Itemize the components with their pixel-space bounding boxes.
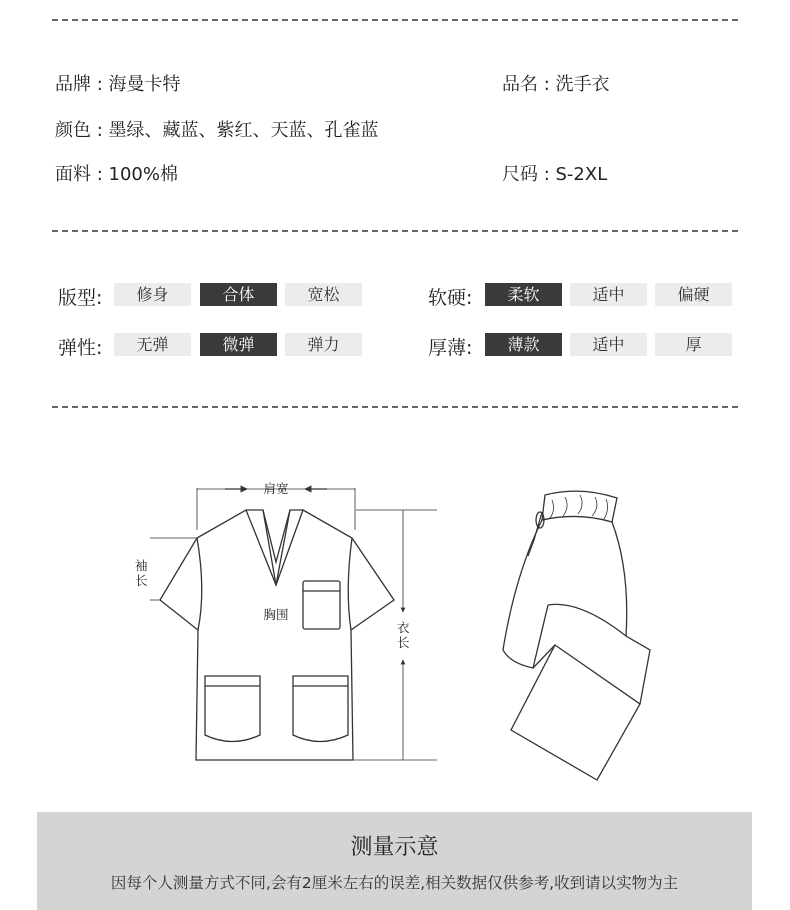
attr-elasticity-option-stretch: 弹力 — [285, 333, 362, 356]
attr-softness-label: 软硬: — [428, 287, 473, 309]
colors-info: 颜色 : 墨绿、藏蓝、紫红、天蓝、孔雀蓝 — [55, 120, 379, 141]
product-name-info: 品名 : 洗手衣 — [502, 74, 610, 95]
material-info: 面料 : 100%棉 — [55, 164, 178, 185]
attr-thickness-label: 厚薄: — [428, 337, 473, 359]
attr-thickness-option-thin: 薄款 — [485, 333, 562, 356]
size-info: 尺码 : S-2XL — [502, 164, 608, 185]
chest-label: 胸围 — [263, 607, 289, 622]
attr-softness-option-medium: 适中 — [570, 283, 647, 306]
note-title: 测量示意 — [350, 835, 439, 860]
brand-info: 品牌 : 海曼卡特 — [55, 74, 181, 95]
attr-elasticity-option-slight: 微弹 — [200, 333, 277, 356]
scrub-top-drawing — [160, 510, 394, 760]
measurement-note — [37, 812, 752, 910]
note-text: 因每个人测量方式不同,会有2厘米左右的误差,相关数据仅供参考,收到请以实物为主 — [110, 874, 679, 892]
attr-softness-option-stiff: 偏硬 — [655, 283, 732, 306]
sleeve-length-label: 袖 长 — [135, 558, 148, 588]
length-dimension — [353, 510, 437, 760]
attr-elasticity-option-none: 无弹 — [114, 333, 191, 356]
shoulder-width-label: 肩宽 — [263, 481, 289, 496]
length-label: 衣 长 — [397, 620, 410, 650]
attr-fit-option-slim: 修身 — [114, 283, 191, 306]
scrub-pants-drawing — [503, 491, 650, 780]
attr-elasticity-label: 弹性: — [58, 337, 103, 359]
attr-fit-option-loose: 宽松 — [285, 283, 362, 306]
attr-thickness-option-thick: 厚 — [655, 333, 732, 356]
attr-fit-option-regular: 合体 — [200, 283, 277, 306]
attr-fit-label: 版型: — [58, 287, 103, 309]
attr-thickness-option-medium: 适中 — [570, 333, 647, 356]
attr-softness-option-soft: 柔软 — [485, 283, 562, 306]
